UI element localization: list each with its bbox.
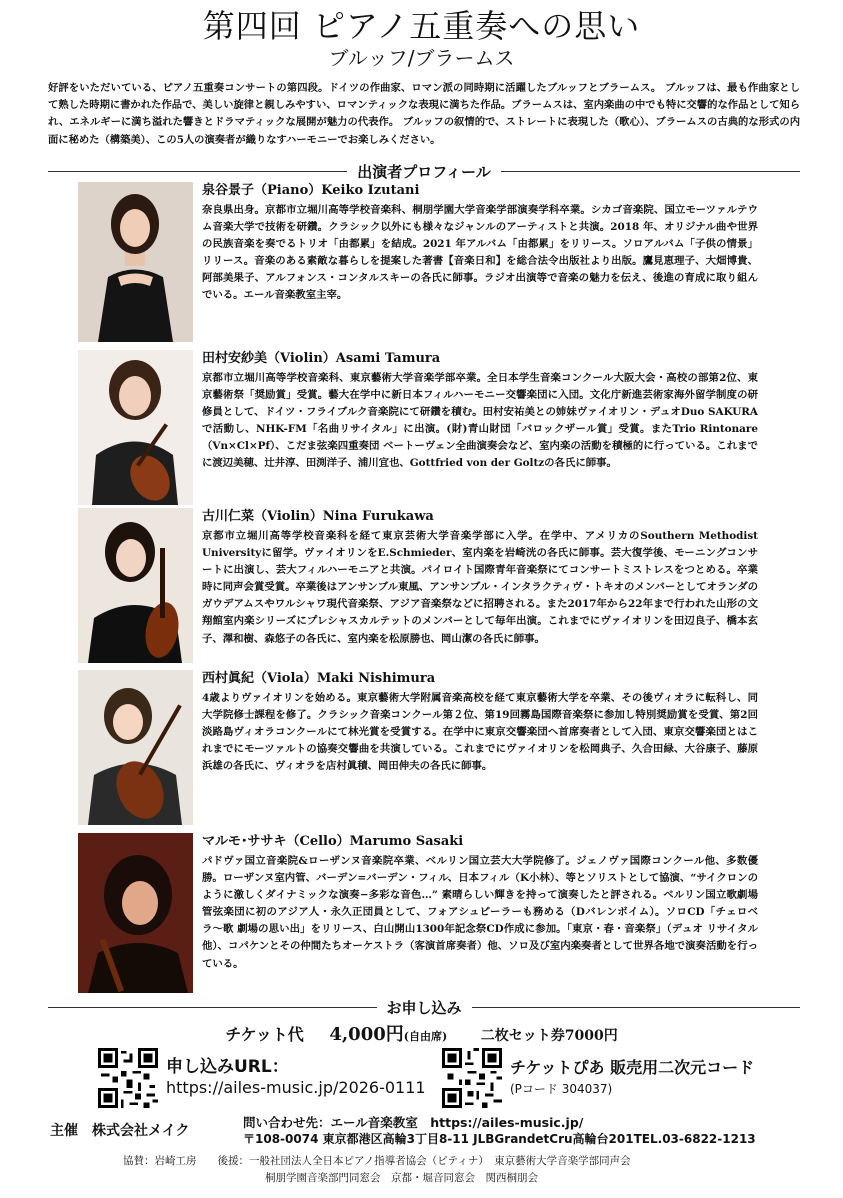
pia-label: チケットぴあ 販売用二次元コード — [510, 1058, 755, 1077]
contact-address: 〒108-0074 東京都港区高輪3丁目8-11 JLBGrandetCru高輪台201TEL.03-6822-1213 — [243, 1132, 756, 1146]
violinist-photo — [78, 508, 193, 668]
pia-qr-code[interactable] — [442, 1048, 502, 1108]
profile-bio: パドヴァ国立音楽院&ローザンヌ音楽院卒業、ベルリン国立芸大大学院修了。ジェノヴァ国際コンクール他、多数優勝。ローザンヌ室内管、バーデン=バーデン・フィル、日本フィル（K小林）、等とソリストとして協演、“サイクロンのように激しくダイナミックな演奏−多彩な音色…” 素晴らしい輝きを持って演奏したと評される。ベルリン国立歌劇場管弦楽団に初のアジア人・永久正団員として、フォアシュピーラーも務める（Dバレンボイム）。ソロCD「チェロベラ〜歌 劇場の思い出」をリリース、白山開山1300年記念祭CD作成に参加。「東京・春・音楽祭」（デュオ リサイタル他）、コパケンとその仲間たちオーケストラ（客演首席奏者）他、ソロ及び室内楽奏者として世界各地で演奏活動を行っている。 — [202, 855, 758, 970]
profile-name: 田村安紗美（Violin）Asami Tamura — [202, 351, 441, 366]
profile-name: マルモ･ササキ（Cello）Marumo Sasaki — [202, 834, 464, 849]
profile-name: 泉谷景子（Piano）Keiko Izutani — [202, 183, 420, 198]
pia-pcode: (Pコード 304037) — [510, 1082, 613, 1096]
profile-bio: 京都市立堀川高等学校音楽科を経て東京芸術大学音楽学部に入学。在学中、アメリカのSouthern Methodist Universityに留学。ヴァイオリンをE.Schmieder、室内楽を岩崎洸の各氏に師事。芸大復学後、モーニングコンサートに出演し、芸大フィルハーモニアと共演。パイロイト国際青年音楽祭にてコンサートミストレスをつとめる。卒業時に同声会賞受賞。卒業後はアンサンブル東風、アンサンブル・インタラクティヴ・トキオのメンバーとしてオランダのガウデアムスやワルシャワ現代音楽祭、アジア音楽祭などに招聘される。また2017年から22年まで行われた山形の文翔館室内楽シリーズにプレシャスカルテットのメンバーとして毎年出演。これまでにヴァイオリンを田辺良子、橋本玄子、澤和樹、森悠子の各氏に、室内楽を松原勝也、岡山潔の各氏に師事。 — [202, 530, 758, 645]
ticket-label: チケット代 — [225, 1025, 304, 1044]
ticket-seating: (自由席) — [403, 1030, 448, 1043]
profile-bio: 京都市立堀川高等学校音楽科、東京藝術大学音楽学部卒業。全日本学生音楽コンクール大阪大会・高校の部第2位、東京藝術祭「奨励賞」受賞。藝大在学中に新日本フィルハーモニー交響楽団に入団。文化庁新進芸術家海外留学制度の研修員として、ドイツ・フライブルク音楽院にて研鑽を積む。田村安祐美との姉妹ヴァイオリン・デュオDuo SAKURAで活動し、NHK-FM「名曲リサイタル」に出演。(財)青山財団「バロックザール賞」受賞。またTrio Rintonare（Vn×Cl×Pf）、こだま弦楽四重奏団 ベートーヴェン全曲演奏会など、室内楽の活動を積極的に行っている。これまでに渡辺美穂、辻井淳、田渕洋子、浦川宜也、Gottfried von der Goltzの各氏に師事。 — [202, 372, 758, 470]
page-title: 第四回 ピアノ五重奏への思い — [202, 7, 641, 45]
profile-marumo-sasaki — [78, 833, 778, 993]
profile-name: 西村眞紀（Viola）Maki Nishimura — [202, 671, 436, 686]
profile-maki-nishimura — [78, 670, 778, 830]
pianist-photo — [78, 182, 193, 342]
ticket-price — [0, 1020, 843, 1046]
ticket-set-price: 二枚セット券7000円 — [480, 1028, 618, 1044]
violinist-photo — [78, 350, 193, 510]
intro-paragraph: 好評をいただいている、ピアノ五重奏コンサートの第四段。ドイツの作曲家、ロマン派の同時期に活躍したブルッフとブラームス。 ブルッフは、最も作曲家として熟した時期に書かれた作品で、美しい旋律と親しみやすい、ロマンティックな表現に満ちた作品。ブラームスは、室内楽曲の中でも特に交響的な作品として知られ、エネルギーに満ち溢れた響きとドラマティックな展開が魅力の代表作。 ブルッフの叙情的で、ストレートに表現した（歌心）、ブラームスの古典的な形式の内面に秘めた（構築美）、この5人の演奏者が織りなすハーモニーでお楽しみください。 — [48, 82, 800, 146]
application-heading — [48, 996, 800, 1018]
apply-url-link[interactable]: https://ailes-music.jp/2026-0111 — [166, 1078, 426, 1097]
page-subtitle: ブルッフ/ブラームス — [328, 46, 515, 70]
profile-bio: 4歳よりヴァイオリンを始める。東京藝術大学附属音楽高校を経て東京藝術大学を卒業、その後ヴィオラに転科し、同大学院修士課程を修了。クラシック音楽コンクール第２位、第19回霧島国際音楽祭に参加し特別奨励賞を受賞、第2回淡路島ヴィオラコンクールにて林光賞を受賞する。在学中に東京交響楽団へ首席奏者として入団、東京交響楽団とはこれまでにモーツァルトの協奏交響曲を共演している。これまでにヴァイオリンを松岡典子、久合田緑、大谷康子、藤原浜雄の各氏に、ヴィオラを店村眞積、岡田伸夫の各氏に師事。 — [202, 692, 758, 773]
support-line-1: 協賛：岩崎工房 後援：一般社団法人全日本ピアノ指導者協会（ピティナ） 東京藝術大学音楽学部同声会 — [123, 1155, 631, 1167]
profiles-heading — [48, 160, 800, 182]
support-line-2: 桐朋学園音楽部門同窓会 京都・堀音同窓会 関西桐朋会 — [265, 1172, 538, 1184]
cellist-photo — [78, 833, 193, 993]
violist-photo — [78, 670, 193, 830]
profile-bio: 奈良県出身。京都市立堀川高等学校音楽科、桐朋学園大学音楽学部演奏学科卒業。シカゴ音楽院、国立モーツァルテウム音楽大学で技術を研鑽。クラシック以外にも様々なジャンルのアーティストと共演。2018 年、オリジナル曲や世界の民族音楽を奏でるトリオ「由都累」を結成。2021 年アルバム「由都累」をリリース。ソロアルバム「子供の情景」リリース。音楽のある素敵な暮らしを提案した著書【音楽日和】を総合法令出版社より出版。鷹見恵理子、大畑博貴、阿部美果子、アルフォンス・コンタルスキーの各氏に師事。ラジオ出演等で音楽の魅力を伝え、後進の育成に取り組んでいる。エール音楽教室主宰。 — [202, 204, 758, 302]
ticket-price-value: 4,000円 — [329, 1024, 404, 1045]
profile-keiko-izutani — [78, 182, 778, 342]
apply-url-label: 申し込みURL： — [166, 1057, 289, 1077]
profile-asami-tamura — [78, 350, 778, 510]
profiles-heading-label: 出演者プロフィール — [357, 162, 491, 181]
contact-line: 問い合わせ先：エール音楽教室 https://ailes-music.jp/ — [243, 1115, 584, 1130]
application-heading-label: お申し込み — [386, 998, 462, 1017]
profile-name: 古川仁菜（Violin）Nina Furukawa — [202, 509, 434, 524]
organizer: 主催 株式会社メイク — [50, 1123, 190, 1139]
apply-qr-code[interactable] — [98, 1048, 158, 1108]
profile-nina-furukawa — [78, 508, 778, 668]
